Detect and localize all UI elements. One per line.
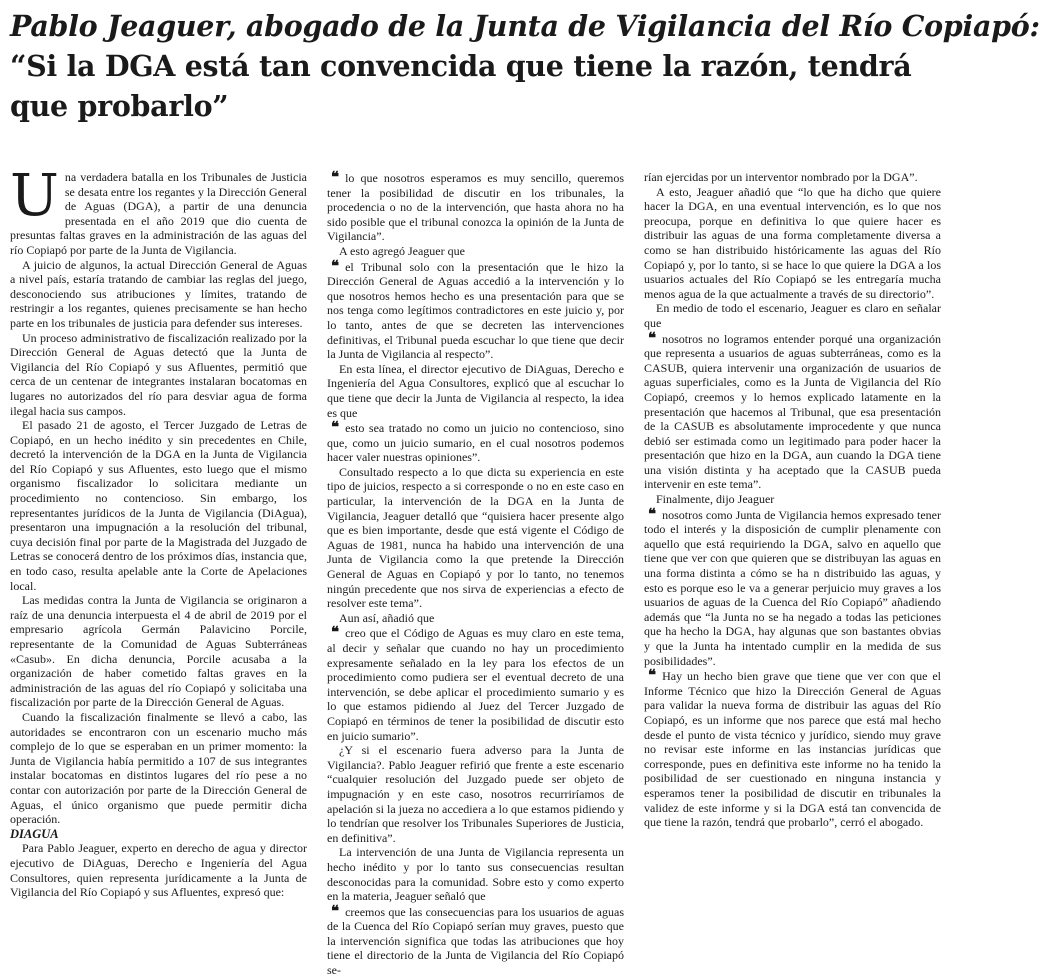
quote-paragraph: ❝ lo que nosotros esperamos es muy sencillo, queremos tener la posibilidad de discutir en los tribunales, la procedencia o no de la intervención, que hasta ahora no ha sido posible que el tribunal conozca la opinión de la Junta de Vigilancia”. — [327, 168, 624, 244]
paragraph: Cuando la fiscalización finalmente se llevó a cabo, las autoridades se encontraron con un escenario mucho más complejo de lo que se esperaban en un primer momento: la Junta de Vigilancia había permitido a 107 de sus integrantes instalar bocatomas en distintos lugares del río pese a no contar con autorización por parte de la Dirección General de Aguas, el único organismo que puede permitir dicha operación. — [10, 709, 307, 827]
paragraph: ¿Y si el escenario fuera adverso para la Junta de Vigilancia?. Pablo Jeaguer refirió que frente a este escenario “cualquier resolución del Juzgado puede ser objeto de impugnación y en este caso, nosotros recurriríamos de apelación si la jueza no accediera a lo que estamos pidiendo y lo tendrían que resolver los Tribunales Superiores de Justicia, en definitiva”. — [327, 743, 624, 845]
paragraph: Finalmente, dijo Jeaguer — [656, 492, 775, 507]
quote-paragraph: ❝ el Tribunal solo con la presentación que le hizo la Dirección General de Aguas accedió a la intervención y lo que nosotros hemos hecho es una presentación para que se nos tenga como legítimos contradictores en este juicio y, por lo tanto, antes de que se decreten las intervenciones definitivas, el Tribunal pueda escuchar lo que tiene que decir la Junta de Vigilancia al respecto”. — [327, 256, 624, 362]
quote-paragraph: ❝ nosotros como Junta de Vigilancia hemos expresado tener todo el interés y la disposición de cumplir plenamente con aquello que está requiriendo la DGA, salvo en aquello que tiene que ver con que quieren que se distribuyan las aguas en una forma distinta a cómo se ha n distribuido las aguas, y esto es porque eso le va a generar perjuicio muy graves a los usuarios de aguas de la Cuenca del Río Copiapó” añadiendo además que “la Junta no se ha negado a todas las peticiones que ha hecho la DGA, hay algunas que son bastantes obvias y que la Junta ha intentado cumplir en la medida de sus posibilidades”. — [644, 504, 941, 668]
quote-mark-icon: ❝ — [648, 666, 657, 685]
headline-quote: “Si la DGA está tan convencida que tiene la razón, tendrá que probarlo” — [10, 49, 912, 123]
paragraph: Una verdadera batalla en los Tribunales de Justicia se desata entre los regantes y la Dirección General de Aguas (DGA), a partir de una denuncia presentada en el año 2019 que dio cuenta de presuntas faltas graves en la administración de las aguas del río Copiapó por parte de la Junta de Vigilancia. — [10, 161, 307, 257]
quote-paragraph: ❝ esto sea tratado no como un juicio no contencioso, sino que, como un juicio sumario, en el cual nosotros podemos hacer valer nuestras opiniones”. — [327, 418, 624, 465]
article-body — [10, 161, 962, 978]
column-3 — [644, 170, 941, 930]
section-subhead: DIAGUA — [10, 826, 59, 841]
column-1 — [10, 161, 307, 930]
paragraph: Un proceso administrativo de fiscalización realizado por la Dirección General de Aguas detectó que la Junta de Vigilancia del Río Copiapó y sus Afluentes, permitió que cerca de un centenar de integrantes instalaran bocatomas en lugares no autorizados del río para desviar agua de forma ilegal hacia sus campos. — [10, 330, 307, 418]
column-2 — [327, 168, 624, 978]
quote-mark-icon: ❝ — [331, 256, 340, 275]
paragraph: Las medidas contra la Junta de Vigilancia se originaron a raíz de una denuncia interpuesta el 4 de abril de 2019 por el empresario agrícola Germán Palavicino Porcile, representante de la Comunidad de Aguas Subterráneas «Casub». En dicha denuncia, Porcile acusaba a la organización de haber cometido faltas graves en la administración de las aguas del río Copiapó y solicitaba una fiscalización por parte de la Dirección General de Aguas. — [10, 593, 307, 710]
article-headline — [10, 6, 1040, 126]
paragraph: rían ejercidas por un interventor nombrado por la DGA”. — [644, 170, 918, 184]
quote-mark-icon: ❝ — [648, 504, 657, 523]
paragraph: En medio de todo el escenario, Jeaguer es claro en señalar que — [644, 301, 941, 330]
quote-paragraph: ❝ nosotros no logramos entender porqué una organización que representa a usuarios de aguas subterráneas, como es la CASUB, quiera intervenir una organización de usuarios de aguas superficiales, como es la Junta de Vigilancia del Río Copiapó, creemos y lo hemos explicado latamente en la presentación que hacemos al Tribunal, que esa presentación de la CASUB es absolutamente improcedente y que nunca debió ser estimada como un legitimado para poder hacer la presentación que hizo en la DGA, aun cuando la DGA tiene una visión distinta y ha aceptado que la CASUB pueda intervenir en este tema”. — [644, 328, 941, 492]
paragraph: La intervención de una Junta de Vigilancia representa un hecho inédito y por lo tanto sus consecuencias resultan desconocidas para la comunidad. Sobre esto y como experto en la materia, Jeaguer señaló que — [327, 845, 624, 904]
quote-paragraph: ❝ creemos que las consecuencias para los usuarios de aguas de la Cuenca del Río Copiapó serían muy graves, puesto que la intervención significa que todas las atribuciones que hoy tiene el directorio de la Junta de Vigilancia del Río Copiapó se- — [327, 901, 624, 978]
paragraph: Aun así, añadió que — [339, 610, 435, 625]
quote-mark-icon: ❝ — [331, 168, 340, 186]
quote-paragraph: ❝ Hay un hecho bien grave que tiene que ver con que el Informe Técnico que hizo la Dirección General de Aguas para validar la nueva forma de distribuir las aguas del Río Copiapó, es un informe que nos parece que está mal hecho desde el punto de vista técnico y jurídico, siendo muy grave no revisar este informe en las instancias jurídicas que corresponde, pues en definitiva este informe no ha tenido la posibilidad de ser cuestionado en ninguna instancia y esperamos tener la posibilidad de discutir en tribunales la validez de este informe y si la DGA está tan convencida de que tiene la razón, tendrá que probarlo”, cerró el abogado. — [644, 666, 941, 830]
paragraph: A esto agregó Jeaguer que — [339, 243, 465, 258]
quote-mark-icon: ❝ — [331, 418, 340, 437]
paragraph: Para Pablo Jeaguer, experto en derecho de agua y director ejecutivo de DiAguas, Derecho e Ingeniería del Agua Consultores, quien representa jurídicamente a la Junta de Vigilancia del Río Copiapó y sus Afluentes, expresó que: — [10, 841, 307, 900]
paragraph: Consultado respecto a lo que dicta su experiencia en este tipo de juicios, respecto a si corresponde o no en este caso en particular, la intervención de la DGA en la Junta de Vigilancia, Jeaguer detalló que “quisiera hacer presente algo que es bien importante, desde que está vigente el Código de Aguas de 1981, nunca ha habido una intervención de una Junta de Vigilancia como la que pretende la Dirección General de Aguas en Copiapó y por lo tanto, no tenemos ningún precedente que nos sirva de experiencias a efecto de resolver este tema”. — [327, 464, 624, 611]
paragraph: El pasado 21 de agosto, el Tercer Juzgado de Letras de Copiapó, en un hecho inédito y sin precedentes en Chile, decretó la intervención de la DGA en la Junta de Vigilancia del Río Copiapó y sus Afluentes, esto luego que el mismo organismo fiscalizador lo solicitara mediante un procedimiento no contencioso. Sin embargo, los representantes jurídicos de la Junta de Vigilancia (DiAgua), presentaron una impugnación a la resolución del tribunal, cuya decisión final por parte de la Magistrada del Juzgado de Letras se conocerá dentro de los próximos días, instancia que, en todo caso, resulta apelable ante la Corte de Apelaciones local. — [10, 418, 307, 593]
quote-mark-icon: ❝ — [331, 901, 340, 920]
headline-kicker: Pablo Jeaguer, abogado de la Junta de Vigilancia del Río Copiapó: — [10, 9, 1040, 43]
quote-mark-icon: ❝ — [648, 328, 657, 347]
paragraph: A esto, Jeaguer añadió que “lo que ha dicho que quiere hacer la DGA, en una eventual intervención, es lo que nos preocupa, porque en definitiva lo que quiere hacer es distribuir las aguas de una forma completamente diversa a como se han distribuido históricamente las aguas del Río Copiapó y, por lo tanto, si se hace lo que quiere la DGA a los usuarios actuales del Río Copiapó se les entregaría mucha menos agua de la que actualmente a través de su directorio”. — [644, 184, 941, 301]
paragraph: A juicio de algunos, la actual Dirección General de Aguas a nivel país, estaría tratando de cambiar las reglas del juego, desconociendo sus atribuciones y límites, tratando de restringir a los regantes, quienes precisamente se han hecho parte en los tribunales de justicia para defender sus intereses. — [10, 257, 307, 330]
drop-cap: U — [10, 161, 59, 229]
quote-mark-icon: ❝ — [331, 623, 340, 642]
paragraph: En esta línea, el director ejecutivo de DiAguas, Derecho e Ingeniería del Agua Consultores, explicó que al escuchar lo que tiene que decir la Junta de Vigilancia al respecto, la idea es que — [327, 361, 624, 420]
quote-paragraph: ❝ creo que el Código de Aguas es muy claro en este tema, al decir y señalar que cuando no hay un procedimiento expresamente señalado en la ley para los efectos de un procedimiento como pudiera ser el eventual decreto de una intervención, se debe aplicar el procedimiento sumario y es lo que estamos pidiendo al Juez del Tercer Juzgado de Copiapó en términos de tener la posibilidad de discutir esto en juicio sumario”. — [327, 623, 624, 743]
